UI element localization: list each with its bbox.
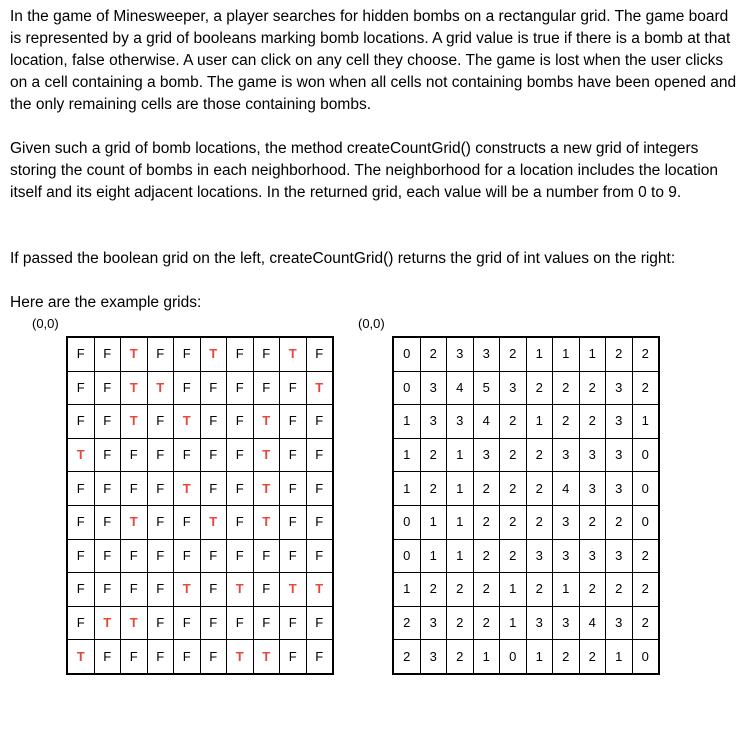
bool-grid-cell: F xyxy=(121,573,148,607)
bool-grid-cell: F xyxy=(200,606,227,640)
count-grid-cell: 3 xyxy=(420,371,447,405)
bool-grid-cell: F xyxy=(67,573,94,607)
bool-grid-cell: F xyxy=(227,405,254,439)
count-grid-cell: 2 xyxy=(420,337,447,371)
bool-grid-cell: T xyxy=(253,640,280,674)
bool-grid-cell: F xyxy=(67,472,94,506)
count-grid-cell: 3 xyxy=(553,505,580,539)
count-grid-cell: 2 xyxy=(553,405,580,439)
bool-grid-cell: F xyxy=(280,539,307,573)
count-grid-cell: 1 xyxy=(553,573,580,607)
bool-grid-cell: F xyxy=(174,438,201,472)
count-grid-cell: 1 xyxy=(420,539,447,573)
count-grid-cell: 3 xyxy=(553,606,580,640)
count-grid-cell: 2 xyxy=(579,505,606,539)
count-grid-cell: 2 xyxy=(632,371,659,405)
bool-grid-cell: F xyxy=(147,472,174,506)
bool-grid-cell: T xyxy=(253,472,280,506)
bool-grid-cell: F xyxy=(200,539,227,573)
count-grid-cell: 2 xyxy=(473,606,500,640)
count-grid-cell: 2 xyxy=(500,539,527,573)
example-grids-heading: Here are the example grids: xyxy=(10,294,202,311)
bool-grid-cell: F xyxy=(147,505,174,539)
bool-grid-cell: T xyxy=(174,472,201,506)
count-grid-cell: 4 xyxy=(447,371,474,405)
count-grid-cell: 1 xyxy=(447,472,474,506)
count-grid-cell: 4 xyxy=(553,472,580,506)
count-grid-row xyxy=(393,472,659,506)
bool-grid-cell: F xyxy=(67,405,94,439)
count-grid-cell: 2 xyxy=(606,573,633,607)
bool-grid-cell: F xyxy=(306,472,333,506)
bool-grid-cell: F xyxy=(94,405,121,439)
bool-grid xyxy=(66,336,334,675)
bool-grid-cell: F xyxy=(227,505,254,539)
bool-grid-cell: T xyxy=(121,606,148,640)
bool-grid-cell: F xyxy=(94,337,121,371)
count-grid-cell: 2 xyxy=(526,505,553,539)
bool-grid-cell: F xyxy=(174,606,201,640)
bool-grid-cell: F xyxy=(253,573,280,607)
bool-grid-cell: F xyxy=(227,539,254,573)
bool-grid-row xyxy=(67,539,333,573)
bool-grid-cell: F xyxy=(280,640,307,674)
bool-grid-cell: T xyxy=(67,640,94,674)
bool-grid-cell: F xyxy=(174,337,201,371)
count-grid-cell: 1 xyxy=(447,438,474,472)
count-grid-cell: 0 xyxy=(393,539,420,573)
count-grid-cell: 1 xyxy=(500,606,527,640)
bool-grid-cell: T xyxy=(67,438,94,472)
bool-grid-cell: T xyxy=(174,573,201,607)
count-grid-cell: 3 xyxy=(606,405,633,439)
bool-grid-cell: F xyxy=(67,505,94,539)
count-grid-cell: 2 xyxy=(526,438,553,472)
bool-grid-cell: F xyxy=(94,472,121,506)
bool-grid-cell: T xyxy=(94,606,121,640)
bool-grid-cell: F xyxy=(200,438,227,472)
bool-grid-cell: F xyxy=(280,371,307,405)
bool-grid-cell: F xyxy=(306,438,333,472)
bool-grid-cell: F xyxy=(227,472,254,506)
bool-grid-cell: T xyxy=(280,573,307,607)
count-grid-cell: 2 xyxy=(500,438,527,472)
count-grid-row xyxy=(393,539,659,573)
bool-grid-row xyxy=(67,405,333,439)
count-grid-cell: 2 xyxy=(579,371,606,405)
bool-grid-row xyxy=(67,438,333,472)
bool-grid-cell: T xyxy=(280,337,307,371)
count-grid-cell: 3 xyxy=(553,438,580,472)
count-grid-cell: 2 xyxy=(473,472,500,506)
count-grid-cell: 1 xyxy=(393,573,420,607)
bool-grid-cell: T xyxy=(121,371,148,405)
bool-grid-cell: F xyxy=(227,337,254,371)
count-grid-origin-label: (0,0) xyxy=(358,316,385,331)
bool-grid-cell: T xyxy=(121,505,148,539)
bool-grid-cell: F xyxy=(121,640,148,674)
bool-grid-cell: F xyxy=(174,505,201,539)
count-grid-cell: 1 xyxy=(420,505,447,539)
bool-grid-row xyxy=(67,371,333,405)
bool-grid-cell: F xyxy=(227,606,254,640)
bool-grid-cell: T xyxy=(306,573,333,607)
count-grid-cell: 2 xyxy=(420,438,447,472)
bool-grid-cell: F xyxy=(94,539,121,573)
count-grid-cell: 1 xyxy=(553,337,580,371)
count-grid-cell: 2 xyxy=(420,472,447,506)
bool-grid-cell: F xyxy=(94,505,121,539)
count-grid-cell: 3 xyxy=(606,472,633,506)
count-grid-cell: 4 xyxy=(473,405,500,439)
count-grid-cell: 2 xyxy=(579,405,606,439)
bool-grid-cell: F xyxy=(174,539,201,573)
count-grid-cell: 1 xyxy=(526,640,553,674)
count-grid-row xyxy=(393,438,659,472)
count-grid-cell: 0 xyxy=(393,371,420,405)
bool-grid-cell: F xyxy=(306,606,333,640)
count-grid-cell: 0 xyxy=(632,472,659,506)
count-grid-cell: 0 xyxy=(500,640,527,674)
bool-grid-cell: F xyxy=(200,371,227,405)
count-grid-cell: 3 xyxy=(420,640,447,674)
count-grid-cell: 2 xyxy=(579,640,606,674)
bool-grid-cell: F xyxy=(306,640,333,674)
count-grid-cell: 2 xyxy=(447,573,474,607)
count-grid-cell: 2 xyxy=(526,371,553,405)
method-description-paragraph: Given such a grid of bomb locations, the method createCountGrid() constructs a new grid of integers storing the count of bombs in each neighborhood. The neighborhood for a location includes the location itself and its eight adjacent locations. In the returned grid, each value will be a number from 0 to 9. xyxy=(10,140,719,201)
bool-grid-cell: T xyxy=(306,371,333,405)
bool-grid-cell: T xyxy=(253,505,280,539)
count-grid-cell: 2 xyxy=(632,606,659,640)
count-grid-cell: 2 xyxy=(473,573,500,607)
count-grid-cell: 2 xyxy=(606,337,633,371)
bool-grid-cell: F xyxy=(280,472,307,506)
bool-grid-cell: F xyxy=(280,405,307,439)
bool-grid-cell: F xyxy=(253,539,280,573)
bool-grid-origin-label: (0,0) xyxy=(32,316,59,331)
count-grid-cell: 3 xyxy=(579,472,606,506)
bool-grid-cell: T xyxy=(200,337,227,371)
count-grid-cell: 2 xyxy=(579,573,606,607)
bool-grid-cell: F xyxy=(227,438,254,472)
bool-grid-cell: F xyxy=(121,539,148,573)
count-grid-cell: 3 xyxy=(579,438,606,472)
bool-grid-cell: F xyxy=(67,371,94,405)
count-grid-cell: 2 xyxy=(553,640,580,674)
count-grid-cell: 3 xyxy=(606,539,633,573)
count-grid-row xyxy=(393,505,659,539)
count-grid-cell: 2 xyxy=(526,472,553,506)
bool-grid-row xyxy=(67,640,333,674)
count-grid-cell: 0 xyxy=(632,505,659,539)
count-grid-cell: 3 xyxy=(447,337,474,371)
bool-grid-cell: T xyxy=(147,371,174,405)
count-grid-cell: 0 xyxy=(632,438,659,472)
count-grid-cell: 3 xyxy=(526,606,553,640)
bool-grid-cell: F xyxy=(147,405,174,439)
bool-grid-cell: F xyxy=(280,606,307,640)
count-grid-cell: 2 xyxy=(500,505,527,539)
bool-grid-cell: F xyxy=(67,539,94,573)
bool-grid-cell: F xyxy=(306,405,333,439)
bool-grid-cell: T xyxy=(121,405,148,439)
count-grid-cell: 3 xyxy=(526,539,553,573)
count-grid-cell: 0 xyxy=(393,505,420,539)
count-grid xyxy=(392,336,660,675)
bool-grid-cell: F xyxy=(147,606,174,640)
bool-grid-cell: F xyxy=(147,438,174,472)
bool-grid-cell: F xyxy=(67,606,94,640)
count-grid-cell: 2 xyxy=(447,606,474,640)
count-grid-row xyxy=(393,573,659,607)
bool-grid-cell: F xyxy=(174,371,201,405)
count-grid-cell: 2 xyxy=(526,573,553,607)
count-grid-cell: 1 xyxy=(526,337,553,371)
count-grid-cell: 1 xyxy=(500,573,527,607)
bool-grid-cell: F xyxy=(200,405,227,439)
bool-grid-cell: T xyxy=(200,505,227,539)
count-grid-cell: 1 xyxy=(606,640,633,674)
bool-grid-cell: T xyxy=(253,405,280,439)
count-grid-cell: 0 xyxy=(632,640,659,674)
bool-grid-cell: F xyxy=(147,640,174,674)
bool-grid-cell: F xyxy=(253,371,280,405)
bool-grid-cell: F xyxy=(200,472,227,506)
count-grid-cell: 2 xyxy=(606,505,633,539)
count-grid-cell: 1 xyxy=(632,405,659,439)
bool-grid-cell: F xyxy=(147,539,174,573)
count-grid-cell: 2 xyxy=(447,640,474,674)
count-grid-cell: 1 xyxy=(526,405,553,439)
count-grid-cell: 1 xyxy=(393,438,420,472)
count-grid-cell: 3 xyxy=(553,539,580,573)
bool-grid-row xyxy=(67,573,333,607)
bool-grid-cell: F xyxy=(147,573,174,607)
count-grid-cell: 3 xyxy=(473,438,500,472)
count-grid-row xyxy=(393,371,659,405)
count-grid-cell: 0 xyxy=(393,337,420,371)
count-grid-cell: 1 xyxy=(393,405,420,439)
bool-grid-cell: F xyxy=(94,371,121,405)
bool-grid-cell: F xyxy=(280,505,307,539)
count-grid-cell: 2 xyxy=(500,472,527,506)
bool-grid-cell: F xyxy=(67,337,94,371)
bool-grid-cell: F xyxy=(306,337,333,371)
bool-grid-cell: F xyxy=(121,438,148,472)
count-grid-cell: 1 xyxy=(447,505,474,539)
bool-grid-cell: F xyxy=(227,371,254,405)
count-grid-cell: 3 xyxy=(420,405,447,439)
count-grid-row xyxy=(393,640,659,674)
bool-grid-row xyxy=(67,472,333,506)
bool-grid-cell: T xyxy=(174,405,201,439)
count-grid-cell: 3 xyxy=(606,606,633,640)
count-grid-cell: 5 xyxy=(473,371,500,405)
bool-grid-cell: F xyxy=(121,472,148,506)
bool-grid-row xyxy=(67,505,333,539)
bool-grid-cell: T xyxy=(227,573,254,607)
count-grid-cell: 2 xyxy=(500,337,527,371)
count-grid-cell: 2 xyxy=(393,606,420,640)
bool-grid-cell: F xyxy=(306,505,333,539)
count-grid-cell: 2 xyxy=(500,405,527,439)
bool-grid-cell: F xyxy=(253,606,280,640)
bool-grid-cell: F xyxy=(94,640,121,674)
bool-grid-cell: F xyxy=(94,573,121,607)
count-grid-cell: 2 xyxy=(473,539,500,573)
count-grid-cell: 3 xyxy=(473,337,500,371)
count-grid-row xyxy=(393,606,659,640)
count-grid-cell: 3 xyxy=(606,438,633,472)
bool-grid-cell: F xyxy=(253,337,280,371)
count-grid-cell: 3 xyxy=(606,371,633,405)
count-grid-cell: 2 xyxy=(393,640,420,674)
count-grid-cell: 2 xyxy=(632,539,659,573)
count-grid-cell: 3 xyxy=(447,405,474,439)
count-grid-cell: 1 xyxy=(473,640,500,674)
count-grid-cell: 4 xyxy=(579,606,606,640)
count-grid-cell: 2 xyxy=(553,371,580,405)
count-grid-cell: 2 xyxy=(473,505,500,539)
bool-grid-cell: T xyxy=(121,337,148,371)
count-grid-row xyxy=(393,337,659,371)
count-grid-cell: 2 xyxy=(632,573,659,607)
count-grid-row xyxy=(393,405,659,439)
intro-paragraph: In the game of Minesweeper, a player searches for hidden bombs on a rectangular grid. The game board is represented by a grid of booleans marking bomb locations. A grid value is true if there is a bomb at that location, false otherwise. A user can click on any cell they choose. The game is lost when the user clicks on a cell containing a bomb. The game is won when all cells not containing bombs have been opened and the only remaining cells are those containing bombs. xyxy=(10,8,737,113)
count-grid-cell: 3 xyxy=(500,371,527,405)
count-grid-cell: 1 xyxy=(447,539,474,573)
count-grid-cell: 1 xyxy=(393,472,420,506)
bool-grid-cell: F xyxy=(200,640,227,674)
bool-grid-cell: F xyxy=(147,337,174,371)
bool-grid-cell: F xyxy=(280,438,307,472)
bool-grid-cell: T xyxy=(227,640,254,674)
count-grid-cell: 1 xyxy=(579,337,606,371)
bool-grid-row xyxy=(67,337,333,371)
count-grid-cell: 3 xyxy=(420,606,447,640)
bool-grid-cell: F xyxy=(200,573,227,607)
bool-grid-cell: F xyxy=(174,640,201,674)
bool-grid-cell: F xyxy=(94,438,121,472)
bool-grid-cell: F xyxy=(306,539,333,573)
bool-grid-cell: T xyxy=(253,438,280,472)
count-grid-cell: 3 xyxy=(579,539,606,573)
count-grid-cell: 2 xyxy=(420,573,447,607)
count-grid-cell: 2 xyxy=(632,337,659,371)
bool-grid-row xyxy=(67,606,333,640)
example-sentence: If passed the boolean grid on the left, createCountGrid() returns the grid of int values on the right: xyxy=(10,250,676,267)
